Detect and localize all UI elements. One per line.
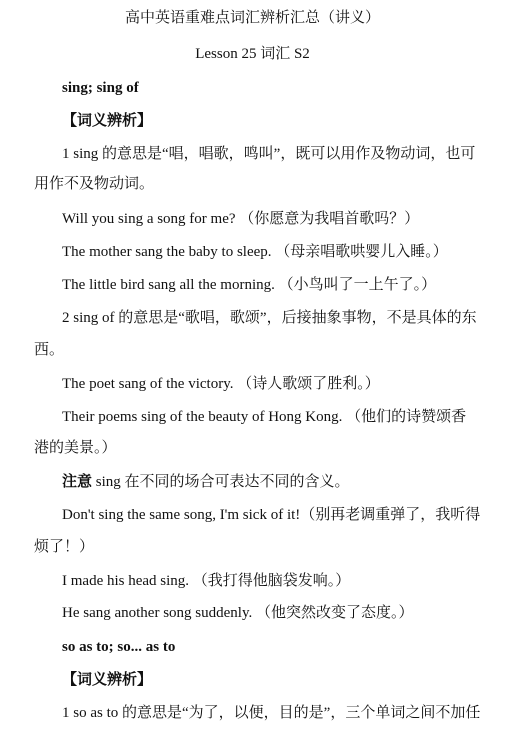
paragraph-line: 西。	[34, 342, 65, 358]
note-text: sing 在不同的场合可表达不同的含义。	[92, 474, 350, 490]
note-line	[62, 472, 350, 492]
example-line: I made his head sing. （我打得他脑袋发响。）	[62, 573, 351, 589]
example-line: The mother sang the baby to sleep. （母亲唱歌哄婴儿入睡。）	[62, 244, 448, 260]
example-line: Will you sing a song for me? （你愿意为我唱首歌吗？）	[62, 211, 420, 227]
example-line: Don't sing the same song, I'm sick of it!（别再老调重弹了，我听得	[62, 507, 481, 523]
document-title: 高中英语重难点词汇辨析汇总（讲义）	[124, 10, 380, 26]
example-line: 港的美景。）	[34, 440, 117, 456]
paragraph-line: 1 so as to 的意思是“为了，以便，目的是”，三个单词之间不加任	[62, 705, 481, 721]
example-line: Their poems sing of the beauty of Hong Kong. （他们的诗赞颂香	[62, 409, 467, 425]
example-line: The poet sang of the victory. （诗人歌颂了胜利。）	[62, 376, 380, 392]
paragraph-line: 用作不及物动词。	[34, 176, 155, 192]
lesson-subtitle: Lesson 25 词汇 S2	[195, 46, 310, 62]
example-line: He sang another song suddenly. （他突然改变了态度。）	[62, 605, 414, 621]
section-heading-so-as-to: so as to; so... as to	[62, 639, 176, 655]
note-label: 注意	[62, 474, 93, 490]
section-heading-sing: sing; sing of	[62, 80, 139, 96]
example-line: The little bird sang all the morning. （小鸟叫了一上午了。）	[62, 277, 437, 293]
section-tag: 【词义辨析】	[62, 113, 153, 129]
example-line: 烦了！）	[34, 539, 95, 555]
paragraph-line: 2 sing of 的意思是“歌唱，歌颂”，后接抽象事物，不是具体的东	[62, 310, 477, 326]
section-tag: 【词义辨析】	[62, 672, 153, 688]
paragraph-line: 1 sing 的意思是“唱，唱歌，鸣叫”，既可以用作及物动词，也可	[62, 146, 476, 162]
